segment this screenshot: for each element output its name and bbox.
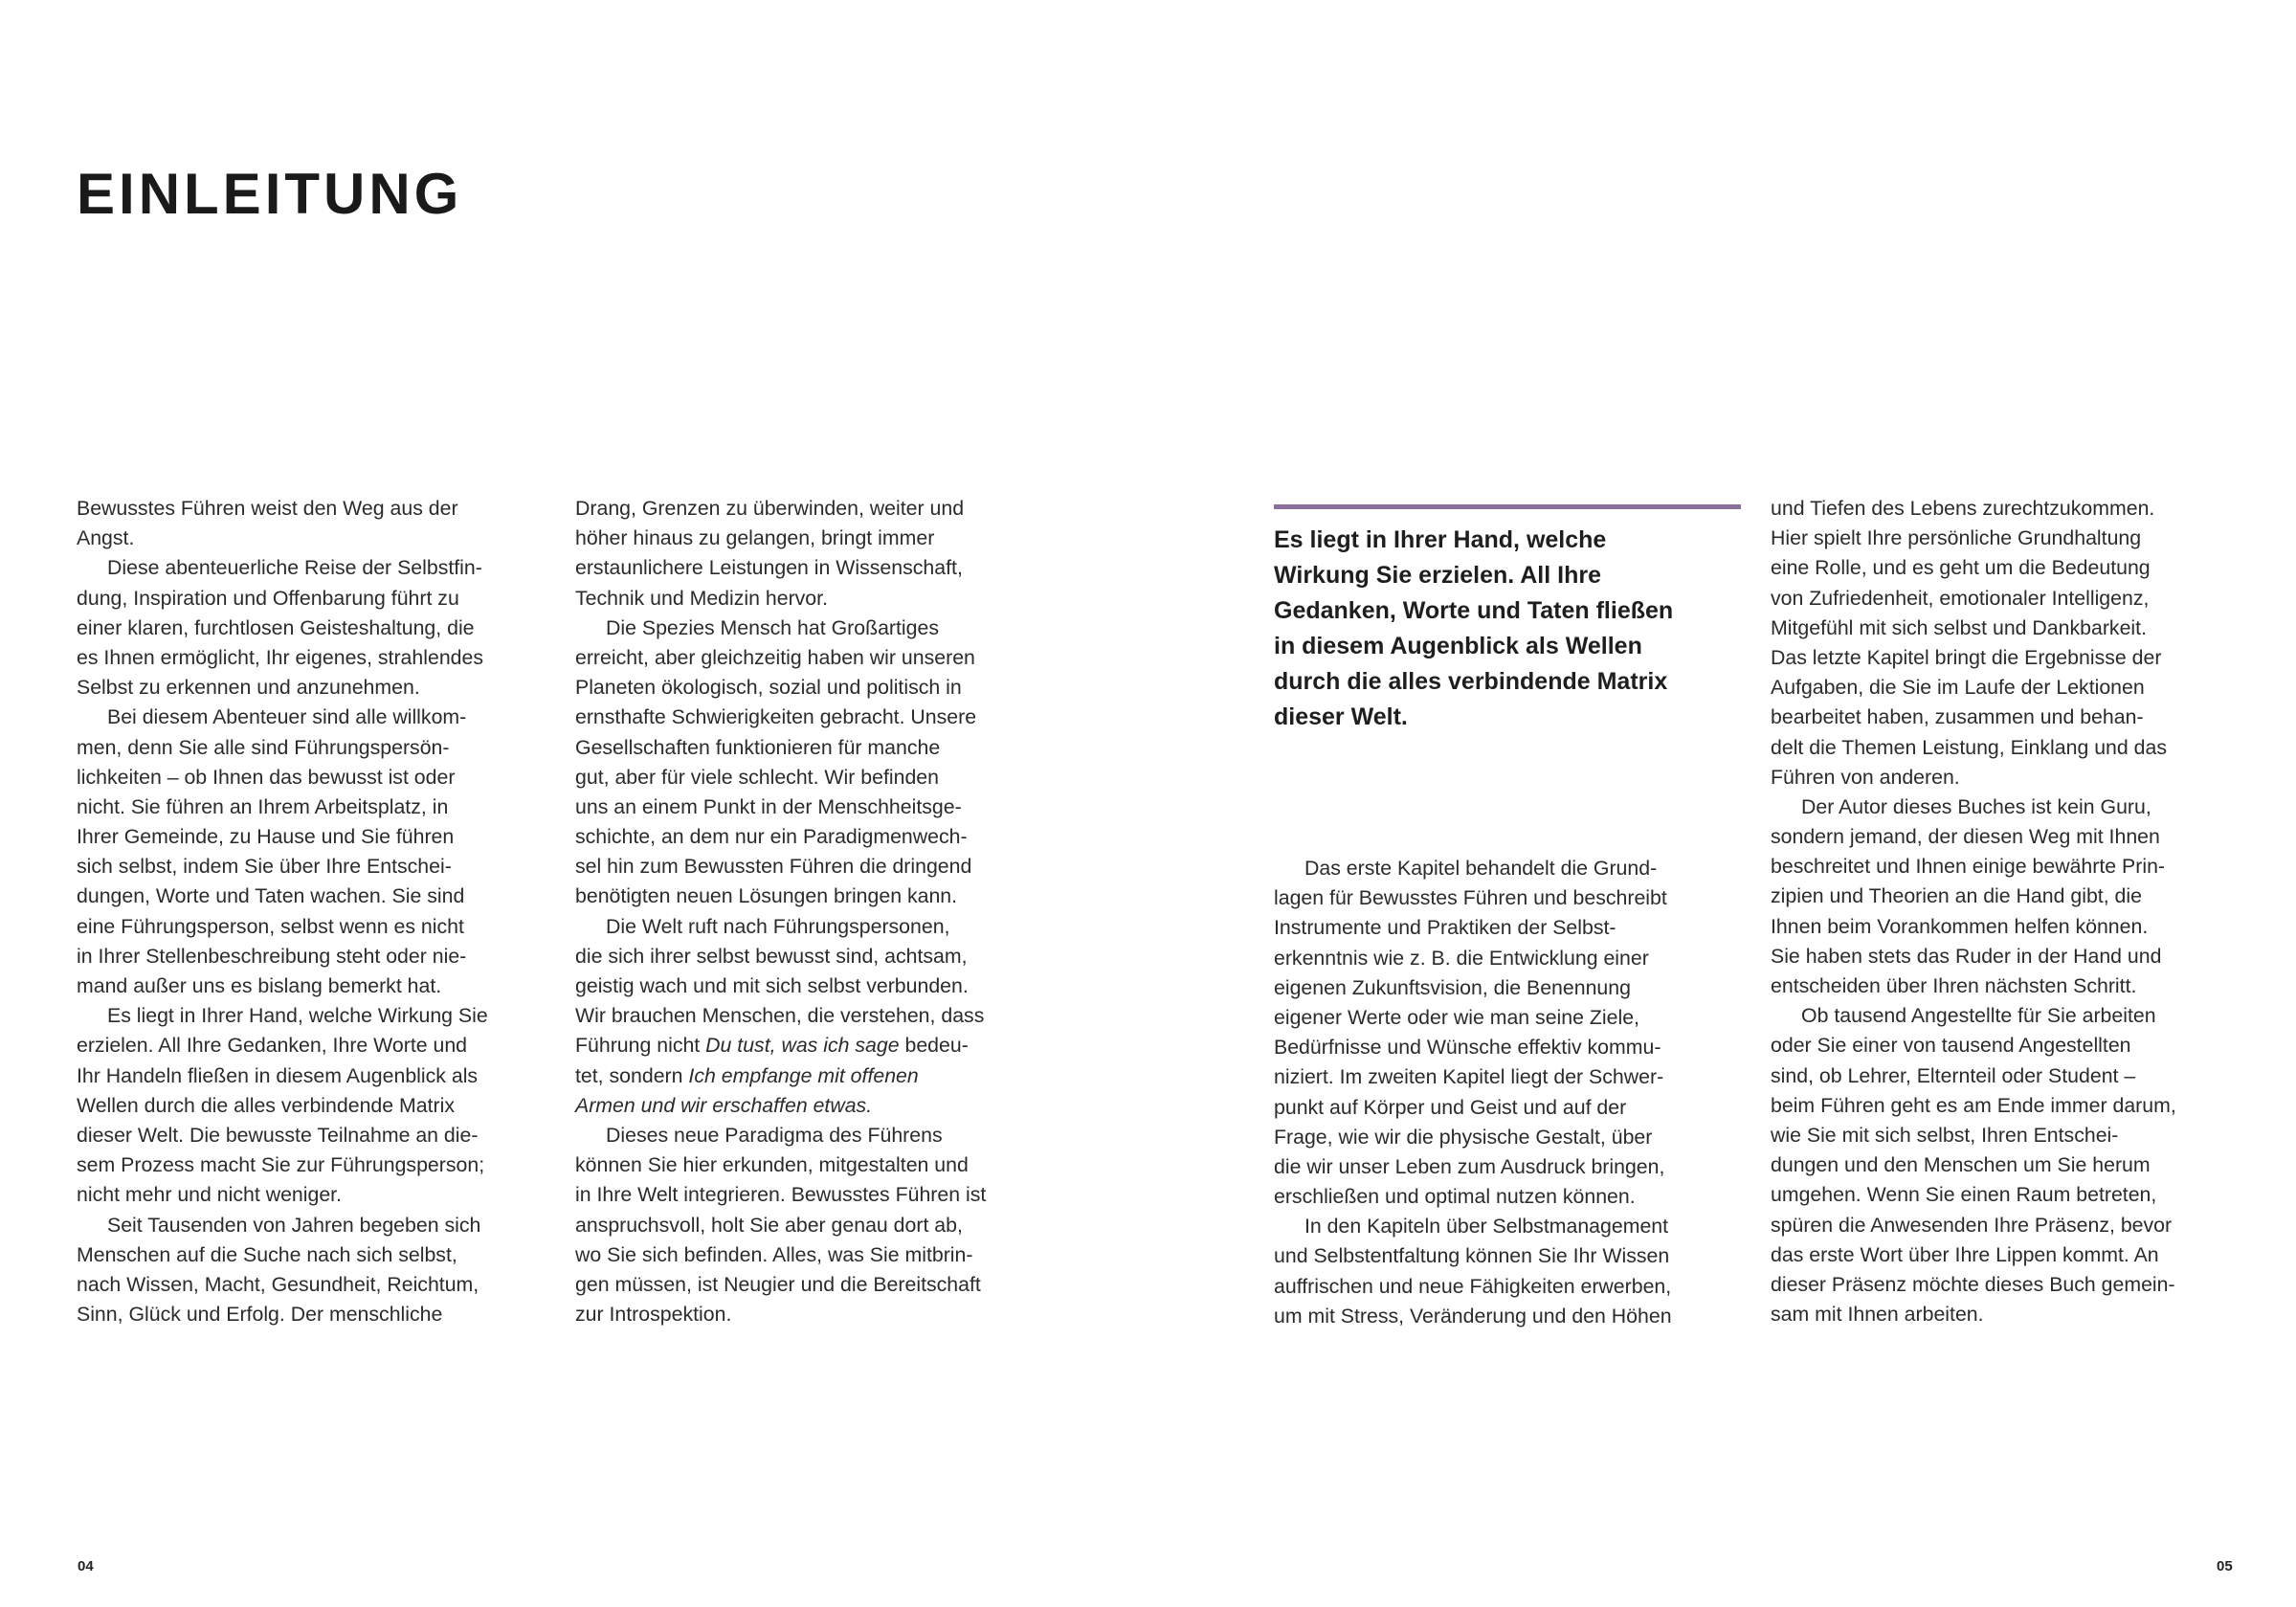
text-column-4: [1771, 494, 2249, 1329]
text-line: höher hinaus zu gelangen, bringt immer: [575, 526, 935, 550]
text-line: erkenntnis wie z. B. die Entwicklung einer: [1274, 946, 1649, 970]
italic-text: Ich empfange mit offenen: [688, 1063, 919, 1087]
text-line: benötigten neuen Lösungen bringen kann.: [575, 884, 958, 908]
text-line: [575, 1031, 1054, 1060]
pull-quote-line: in diesem Augenblick als Wellen: [1274, 633, 1642, 659]
text-line: lichkeiten – ob Ihnen das bewusst ist oder: [77, 765, 456, 789]
text-line: umgehen. Wenn Sie einen Raum betreten,: [1771, 1183, 2157, 1207]
text-line: dung, Inspiration und Offenbarung führt zu: [77, 586, 459, 610]
text-line: sel hin zum Bewussten Führen die dringend: [575, 855, 972, 879]
paragraph: [1771, 1001, 2249, 1329]
text-line: in Ihre Welt integrieren. Bewusstes Führen ist: [575, 1183, 987, 1207]
text-line: von Zufriedenheit, emotionaler Intelligenz,: [1771, 586, 2150, 610]
text-line: und Tiefen des Lebens zurechtzukommen.: [1771, 497, 2155, 520]
text-line: Selbst zu erkennen und anzunehmen.: [77, 676, 420, 700]
text-line: gen müssen, ist Neugier und die Bereitschaft: [575, 1272, 981, 1296]
paragraph: [77, 553, 555, 703]
text-line: Gesellschaften funktionieren für manche: [575, 735, 941, 759]
paragraph: [77, 1211, 555, 1330]
text-line: schichte, an dem nur ein Paradigmenwech-: [575, 825, 968, 849]
text-line: wo Sie sich befinden. Alles, was Sie mitbrin-: [575, 1242, 973, 1266]
text-line: zipien und Theorien an die Hand gibt, die: [1771, 884, 2142, 908]
text-line: bearbeitet haben, zusammen und behan-: [1771, 705, 2144, 729]
text-line: Ob tausend Angestellte für Sie arbeiten: [1801, 1004, 2156, 1028]
text-line: auffrischen und neue Fähigkeiten erwerben,: [1274, 1274, 1672, 1298]
text-line: Instrumente und Praktiken der Selbst-: [1274, 916, 1616, 940]
pull-quote-line: Gedanken, Worte und Taten fließen: [1274, 597, 1674, 624]
text-line: die wir unser Leben zum Ausdruck bringen,: [1274, 1154, 1665, 1178]
text-line: sam mit Ihnen arbeiten.: [1771, 1303, 1984, 1327]
pull-quote-rule: [1274, 504, 1741, 509]
text-line: Das letzte Kapitel bringt die Ergebnisse der: [1771, 645, 2162, 669]
text-line: um mit Stress, Veränderung und den Höhen: [1274, 1304, 1672, 1328]
text-line: Der Autor dieses Buches ist kein Guru,: [1801, 794, 2151, 818]
text-line: lagen für Bewusstes Führen und beschreibt: [1274, 886, 1667, 910]
text-line: wie Sie mit sich selbst, Ihren Entschei-: [1771, 1123, 2119, 1147]
italic-text: Du tust, was ich sage: [705, 1034, 900, 1058]
paragraph: [77, 703, 555, 1001]
text-line: uns an einem Punkt in der Menschheitsge-: [575, 794, 962, 818]
pull-quote-line: Es liegt in Ihrer Hand, welche: [1274, 526, 1607, 553]
page-number-right: 05: [2217, 1558, 2233, 1574]
text-line: erschließen und optimal nutzen können.: [1274, 1185, 1636, 1209]
pull-quote: [1274, 523, 1752, 735]
text-line: sondern jemand, der diesen Weg mit Ihnen: [1771, 825, 2160, 849]
chapter-title: EINLEITUNG: [77, 162, 463, 226]
text-line: eigenen Zukunftsvision, die Benennung: [1274, 975, 1631, 999]
paragraph: [575, 1121, 1054, 1329]
text-line: Bei diesem Abenteuer sind alle willkom-: [107, 705, 467, 729]
text-column-2: [575, 494, 1054, 1329]
paragraph: [575, 912, 1054, 1121]
text-line: Die Spezies Mensch hat Großartiges: [606, 615, 939, 639]
italic-text: Armen und wir erschaffen etwas.: [575, 1093, 873, 1117]
pull-quote-line: Wirkung Sie erzielen. All Ihre: [1274, 562, 1601, 589]
paragraph: [1771, 494, 2249, 792]
text-line: dieser Präsenz möchte dieses Buch gemein-: [1771, 1272, 2175, 1296]
text-line: eine Führungsperson, selbst wenn es nicht: [77, 914, 464, 938]
text-line: Die Welt ruft nach Führungspersonen,: [606, 914, 950, 938]
text-line: zur Introspektion.: [575, 1303, 732, 1327]
text-line: können Sie hier erkunden, mitgestalten und: [575, 1153, 969, 1177]
text-line: Sie haben stets das Ruder in der Hand und: [1771, 944, 2162, 968]
text-line: Dieses neue Paradigma des Führens: [606, 1123, 943, 1147]
text-line: nach Wissen, Macht, Gesundheit, Reichtum,: [77, 1272, 479, 1296]
paragraph: [575, 614, 1054, 912]
text-column-3: [1274, 854, 1752, 1331]
text-line: niziert. Im zweiten Kapitel liegt der Schwer-: [1274, 1065, 1664, 1089]
text-line: erzielen. All Ihre Gedanken, Ihre Worte und: [77, 1034, 468, 1058]
text-line: die sich ihrer selbst bewusst sind, achtsam,: [575, 944, 968, 968]
text-line: Ihr Handeln fließen in diesem Augenblick als: [77, 1063, 479, 1087]
text-line: nicht mehr und nicht weniger.: [77, 1183, 343, 1207]
text-segment: Führung nicht: [575, 1034, 706, 1058]
pull-quote-line: dieser Welt.: [1274, 703, 1408, 730]
text-line: Wir brauchen Menschen, die verstehen, dass: [575, 1004, 985, 1028]
text-line: nicht. Sie führen an Ihrem Arbeitsplatz, in: [77, 794, 449, 818]
text-line: dieser Welt. Die bewusste Teilnahme an die-: [77, 1123, 479, 1147]
text-line: Führen von anderen.: [1771, 765, 1960, 789]
text-line: Seit Tausenden von Jahren begeben sich: [107, 1213, 481, 1237]
text-line: Frage, wie wir die physische Gestalt, über: [1274, 1125, 1653, 1149]
text-line: [575, 1091, 1054, 1121]
text-line: sich selbst, indem Sie über Ihre Entschei-: [77, 855, 452, 879]
text-line: Ihrer Gemeinde, zu Hause und Sie führen: [77, 825, 455, 849]
paragraph: [1274, 1212, 1752, 1331]
text-line: eigener Werte oder wie man seine Ziele,: [1274, 1005, 1639, 1029]
text-line: Mitgefühl mit sich selbst und Dankbarkeit.: [1771, 615, 2147, 639]
text-column-1: [77, 494, 555, 1329]
text-line: [575, 1061, 1054, 1091]
text-line: delt die Themen Leistung, Einklang und das: [1771, 735, 2167, 759]
text-line: Technik und Medizin hervor.: [575, 586, 828, 610]
pull-quote-line: durch die alles verbindende Matrix: [1274, 668, 1668, 695]
paragraph: [77, 1001, 555, 1210]
text-line: mand außer uns es bislang bemerkt hat.: [77, 974, 442, 997]
text-line: Angst.: [77, 526, 135, 550]
paragraph: [77, 494, 555, 553]
text-line: Das erste Kapitel behandelt die Grund-: [1304, 857, 1658, 880]
text-line: In den Kapiteln über Selbstmanagement: [1304, 1215, 1669, 1239]
text-line: Bedürfnisse und Wünsche effektiv kommu-: [1274, 1036, 1661, 1060]
text-line: beim Führen geht es am Ende immer darum,: [1771, 1093, 2176, 1117]
paragraph: [575, 494, 1054, 614]
text-line: Es liegt in Ihrer Hand, welche Wirkung Sie: [107, 1004, 488, 1028]
text-line: Menschen auf die Suche nach sich selbst,: [77, 1242, 457, 1266]
text-line: entscheiden über Ihren nächsten Schritt.: [1771, 974, 2137, 997]
text-line: sem Prozess macht Sie zur Führungsperson;: [77, 1153, 485, 1177]
paragraph: [1771, 792, 2249, 1001]
text-line: ernsthafte Schwierigkeiten gebracht. Unsere: [575, 705, 977, 729]
text-line: Ihnen beim Vorankommen helfen können.: [1771, 914, 2149, 938]
text-line: Drang, Grenzen zu überwinden, weiter und: [575, 497, 965, 520]
text-line: sind, ob Lehrer, Elternteil oder Student –: [1771, 1063, 2136, 1087]
text-line: Aufgaben, die Sie im Laufe der Lektionen: [1771, 676, 2145, 700]
text-line: eine Rolle, und es geht um die Bedeutung: [1771, 556, 2151, 580]
text-line: in Ihrer Stellenbeschreibung steht oder nie-: [77, 944, 467, 968]
text-line: das erste Wort über Ihre Lippen kommt. An: [1771, 1242, 2159, 1266]
text-line: Wellen durch die alles verbindende Matrix: [77, 1093, 455, 1117]
paragraph: [1274, 854, 1752, 1212]
text-line: gut, aber für viele schlecht. Wir befinden: [575, 765, 939, 789]
text-line: und Selbstentfaltung können Sie Ihr Wissen: [1274, 1244, 1670, 1268]
text-line: men, denn Sie alle sind Führungspersön-: [77, 735, 450, 759]
text-line: spüren die Anwesenden Ihre Präsenz, bevor: [1771, 1213, 2173, 1237]
text-line: erreicht, aber gleichzeitig haben wir unseren: [575, 645, 975, 669]
text-line: dungen, Worte und Taten wachen. Sie sind: [77, 884, 465, 908]
text-line: oder Sie einer von tausend Angestellten: [1771, 1034, 2131, 1058]
text-line: einer klaren, furchtlosen Geisteshaltung, die: [77, 615, 475, 639]
text-line: es Ihnen ermöglicht, Ihr eigenes, strahlendes: [77, 645, 484, 669]
text-line: geistig wach und mit sich selbst verbunden.: [575, 974, 969, 997]
text-line: Sinn, Glück und Erfolg. Der menschliche: [77, 1303, 443, 1327]
page-number-left: 04: [78, 1558, 94, 1574]
text-line: Diese abenteuerliche Reise der Selbstfin-: [107, 556, 482, 580]
text-segment: bedeu-: [899, 1034, 969, 1058]
text-line: Bewusstes Führen weist den Weg aus der: [77, 497, 458, 520]
text-line: beschreitet und Ihnen einige bewährte Prin-: [1771, 855, 2166, 879]
text-line: erstaunlichere Leistungen in Wissenschaft,: [575, 556, 963, 580]
text-segment: tet, sondern: [575, 1063, 689, 1087]
text-line: anspruchsvoll, holt Sie aber genau dort ab,: [575, 1213, 963, 1237]
text-line: dungen und den Menschen um Sie herum: [1771, 1153, 2151, 1177]
text-line: Hier spielt Ihre persönliche Grundhaltung: [1771, 526, 2142, 550]
text-line: punkt auf Körper und Geist und auf der: [1274, 1095, 1627, 1119]
text-line: Planeten ökologisch, sozial und politisch in: [575, 676, 962, 700]
